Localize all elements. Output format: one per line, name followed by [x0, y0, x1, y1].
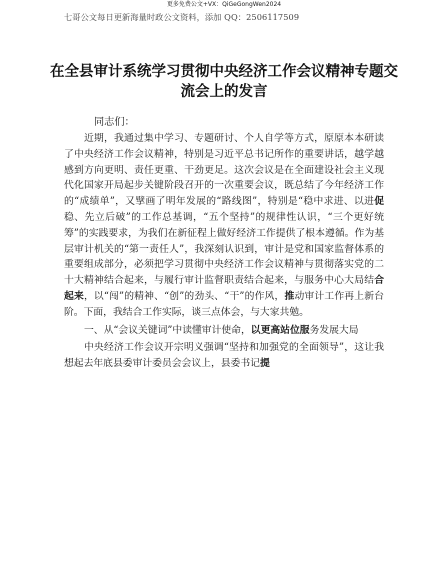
top-banner: 更多免费公文+VX：QiGeGongWen2024 — [166, 1, 282, 8]
document-title: 在全县审计系统学习贯彻中央经济工作会议精神专题交流会上的发言 — [50, 64, 398, 100]
paragraph-text-bold: 合起来 — [64, 275, 384, 302]
paragraph-text-bold: 提 — [259, 358, 270, 370]
section-heading-bold: 以更高站位服 — [250, 324, 310, 336]
paragraph-text: 中央经济工作会议开宗明义强调“坚持和加强党的全面领导”，这让我想起去年底县委审计委员会会议上，县委书记 — [64, 342, 384, 370]
section-heading-text: 务发展大局 — [309, 324, 359, 336]
salutation: 同志们： — [94, 117, 135, 128]
paragraph-intro — [64, 131, 384, 321]
page-header: 七哥公文每日更新海量时政公文资料，添加 QQ：2506117509 — [64, 12, 300, 22]
paragraph-text-bold: 促 — [374, 196, 384, 208]
paragraph-text: 近期，我通过集中学习、专题研讨、个人自学等方式，原原本本研读了中央经济工作会议精神，特别是习近平总书记所作的重要讲话，越学越感到方向更明、责任更重、干劲更足。这次会议是在全面建设社会主义现代化国家开局起步关键阶段召开的一次重要会议，既总结了今年经济工作的“成绩单”，又擘画了明年发展的“路线图”，特别是“稳中求进、以进 — [64, 133, 384, 208]
section-heading-1 — [64, 323, 384, 339]
document-body — [64, 131, 384, 372]
paragraph-text: 稳、先立后破”的工作总基调，“五个坚持”的规律性认识，“三个更好统筹”的实践要求，为我们在新征程上做好经济工作提供了根本遵循。作为基层审计机关的“第一责任人”，我深刻认识到，审计是党和国家监督体系的重要组成部分，必须把学习贯彻中央经济工作会议精神与贯彻落实党的二十大精神结合起来，与履行审计监督职责结合起来，与服务中心大局结 — [64, 211, 384, 287]
section-heading-text: 一、从“会议关键词”中读懂审计使命， — [84, 324, 251, 336]
paragraph-text: 动审计工作再上新台阶。下面，我结合工作实际，谈三点体会，与大家共勉。 — [64, 290, 384, 318]
paragraph-section-1 — [64, 340, 384, 372]
paragraph-text: ，以“闯”的精神、“创”的劲头、“干”的作风， — [83, 290, 285, 302]
paragraph-text-bold: 推 — [284, 290, 295, 302]
